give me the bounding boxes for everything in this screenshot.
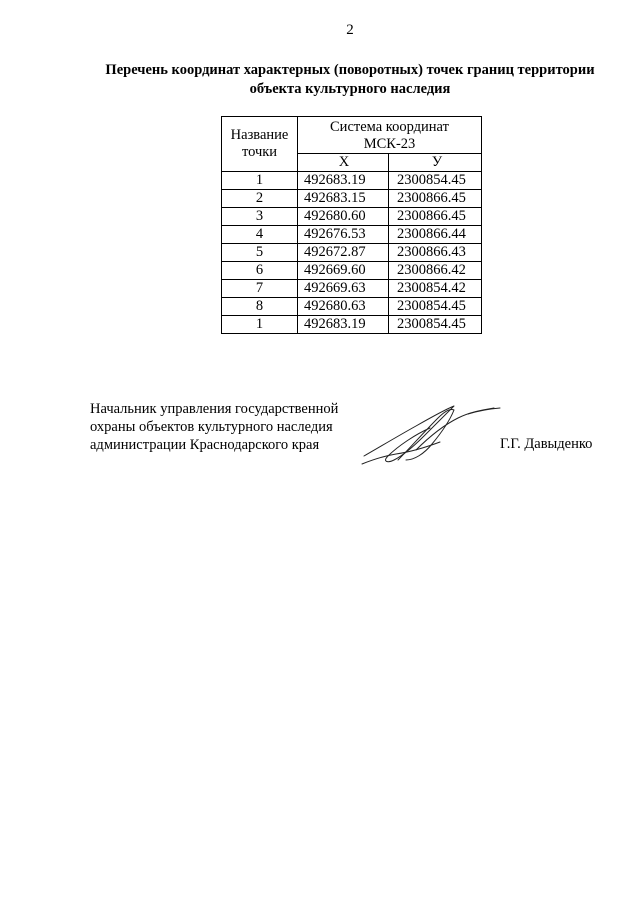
cell-y: 2300866.45 — [389, 208, 482, 226]
cell-point-name: 5 — [222, 244, 298, 262]
header-y: У — [389, 154, 482, 172]
document-title-line-1: Перечень координат характерных (поворотных) точек границ территории — [105, 62, 595, 78]
cell-point-name: 4 — [222, 226, 298, 244]
signatory-line-2: охраны объектов культурного наследия — [90, 419, 333, 435]
header-coordinate-system-line-2: МСК-23 — [363, 136, 416, 152]
cell-x: 492672.87 — [298, 244, 389, 262]
table-row — [222, 208, 482, 226]
cell-x: 492680.63 — [298, 298, 389, 316]
table-row — [222, 280, 482, 298]
cell-y: 2300854.42 — [389, 280, 482, 298]
document-title — [60, 61, 639, 99]
cell-x: 492669.63 — [298, 280, 389, 298]
header-coordinate-system — [298, 117, 482, 154]
cell-point-name: 1 — [222, 172, 298, 190]
cell-point-name: 7 — [222, 280, 298, 298]
table-row — [222, 190, 482, 208]
cell-point-name: 8 — [222, 298, 298, 316]
cell-y: 2300866.45 — [389, 190, 482, 208]
header-point-name-line-2: точки — [241, 144, 278, 160]
table-row — [222, 244, 482, 262]
table-row — [222, 298, 482, 316]
cell-point-name: 2 — [222, 190, 298, 208]
table-row — [222, 316, 482, 334]
cell-y: 2300854.45 — [389, 316, 482, 334]
page-number: 2 — [346, 22, 354, 38]
header-coordinate-system-line-1: Система координат — [330, 119, 449, 135]
header-x: X — [298, 154, 389, 172]
cell-point-name: 6 — [222, 262, 298, 280]
signature-icon — [358, 398, 508, 470]
table-row — [222, 226, 482, 244]
table-row — [222, 262, 482, 280]
signatory-position — [90, 400, 338, 454]
cell-y: 2300866.42 — [389, 262, 482, 280]
cell-point-name: 3 — [222, 208, 298, 226]
header-point-name — [222, 117, 298, 172]
cell-x: 492683.19 — [298, 172, 389, 190]
table-row — [222, 172, 482, 190]
coordinates-table — [221, 116, 482, 334]
table-body — [222, 172, 482, 334]
cell-point-name: 1 — [222, 316, 298, 334]
signatory-line-1: Начальник управления государственной — [90, 401, 339, 417]
cell-x: 492683.19 — [298, 316, 389, 334]
cell-y: 2300854.45 — [389, 172, 482, 190]
signer-name: Г.Г. Давыденко — [500, 436, 593, 452]
table-header-row — [222, 117, 482, 154]
document-title-line-2: объекта культурного наследия — [249, 81, 451, 97]
cell-x: 492683.15 — [298, 190, 389, 208]
cell-x: 492676.53 — [298, 226, 389, 244]
cell-x: 492680.60 — [298, 208, 389, 226]
cell-y: 2300854.45 — [389, 298, 482, 316]
signatory-line-3: администрации Краснодарского края — [90, 437, 320, 453]
cell-x: 492669.60 — [298, 262, 389, 280]
header-point-name-line-1: Название — [230, 127, 289, 143]
cell-y: 2300866.44 — [389, 226, 482, 244]
cell-y: 2300866.43 — [389, 244, 482, 262]
